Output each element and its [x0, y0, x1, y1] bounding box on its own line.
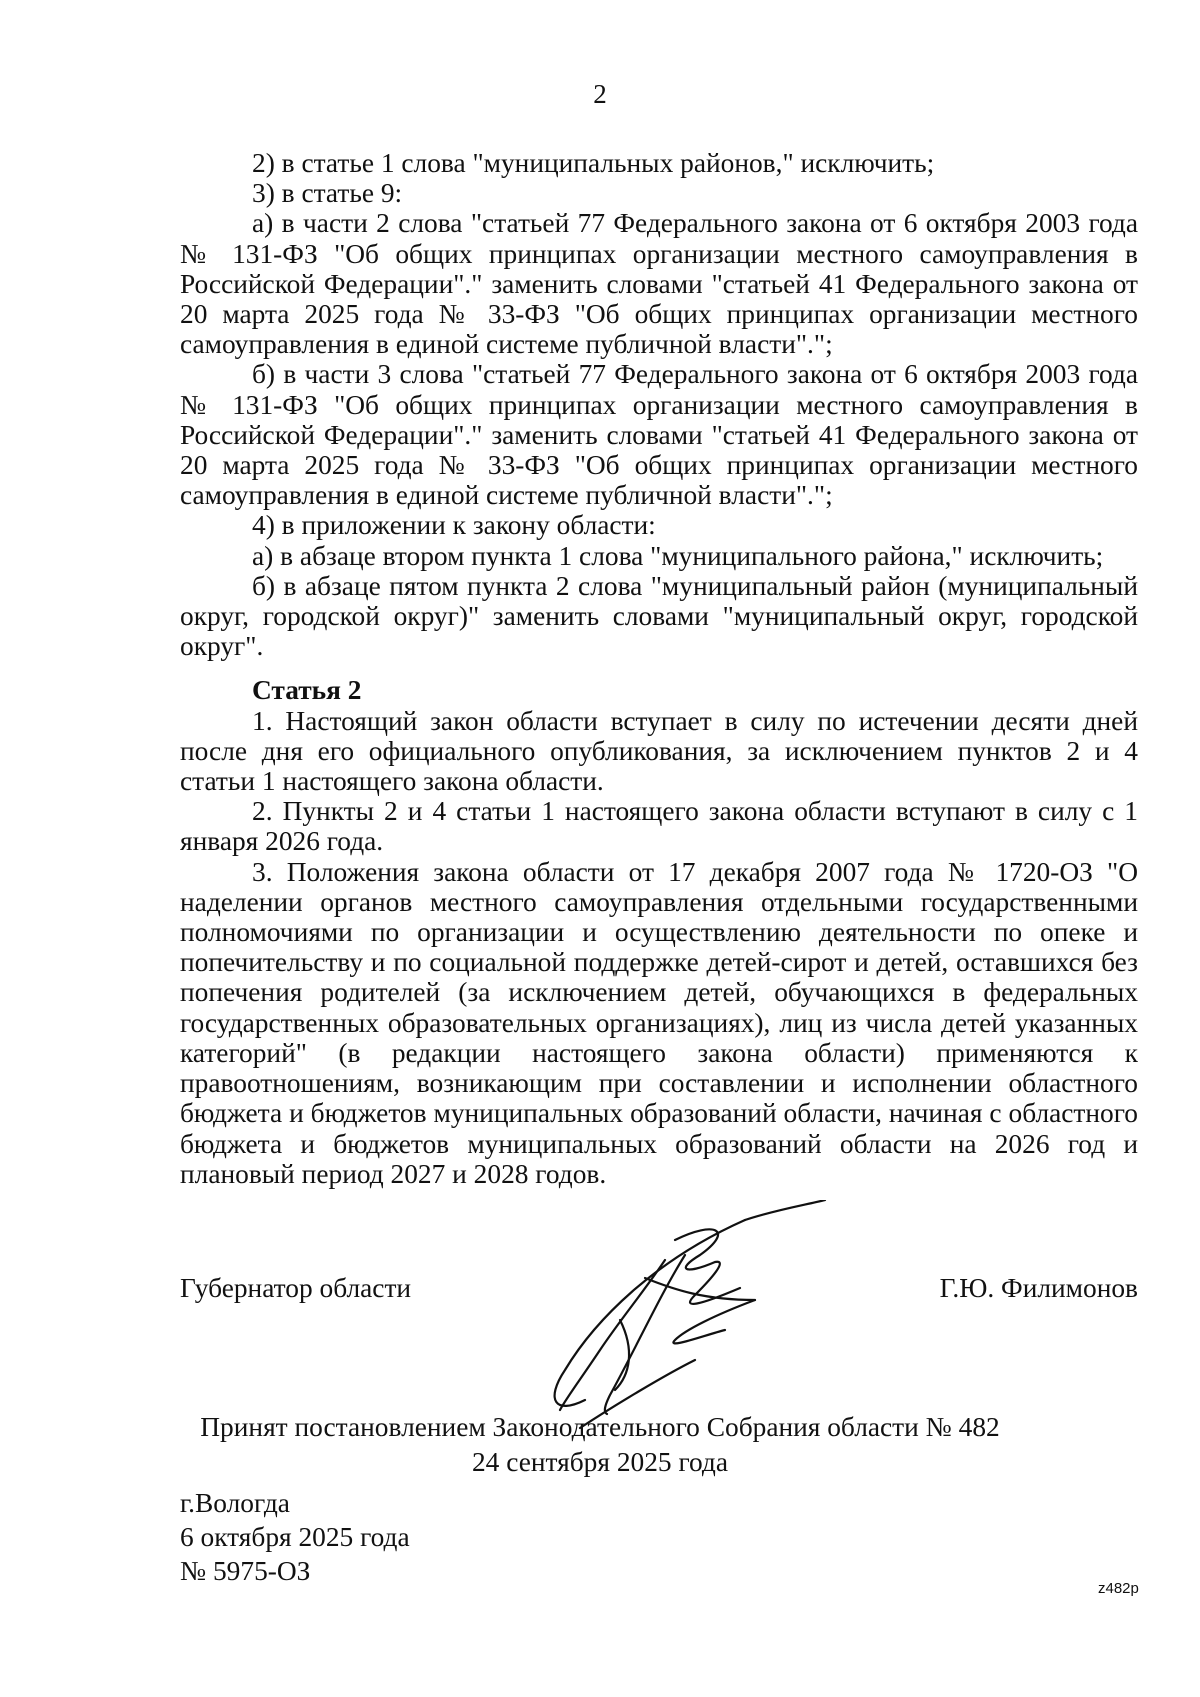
signatory-name: Г.Ю. Филимонов — [939, 1273, 1138, 1303]
handwritten-signature — [525, 1200, 855, 1430]
article-2-item-3: 3. Положения закона области от 17 декабря 2007 года № 1720-ОЗ "О наделении органов местного самоуправления отдельными государственными полномочиями по организации и осуществлению деятельности по опеке и попечительству и по социальной поддержке детей-сирот и детей, оставшихся без попечения родителей (за исключением детей, обучающихся в федеральных государственных образовательных организациях), лиц из числа детей указанных категорий" (в редакции настоящего закона области) применяются к правоотношениям, возникающим при составлении и исполнении областного бюджета и бюджетов муниципальных образований области, начиная с областного бюджета и бюджетов муниципальных образований области на 2026 год и плановый период 2027 и 2028 годов. — [180, 856, 1138, 1189]
paragraph-article1-item3b: б) в части 3 слова "статьей 77 Федерального закона от 6 октября 2003 года № 131-ФЗ "Об общих принципах организации местного самоуправления в Российской Федерации"." заменить словами "статьей 41 Федерального закона от 20 марта 2025 года № 33-ФЗ "Об общих принципах организации местного самоуправления в единой системе публичной власти"."; — [180, 359, 1138, 511]
paragraph-article1-item3a: а) в части 2 слова "статьей 77 Федерального закона от 6 октября 2003 года № 131-ФЗ "Об общих принципах организации местного самоуправления в Российской Федерации"." заменить словами "статьей 41 Федерального закона от 20 марта 2025 года № 33-ФЗ "Об общих принципах организации местного самоуправления в единой системе публичной власти"."; — [180, 208, 1138, 360]
paragraph-article1-item3: 3) в статье 9: — [252, 178, 403, 209]
law-body-text — [180, 148, 1138, 1189]
article-2-item-1: 1. Настоящий закон области вступает в силу по истечении десяти дней после дня его официального опубликования, за исключением пунктов 2 и 4 статьи 1 настоящего закона области. — [180, 705, 1138, 797]
page-number: 2 — [593, 79, 607, 109]
document-code: z482p — [1098, 1580, 1139, 1597]
adoption-resolution: Принят постановлением Законодательного Собрания области № 482 — [200, 1412, 1000, 1442]
law-number: № 5975-ОЗ — [180, 1556, 311, 1586]
adoption-date: 24 сентября 2025 года — [471, 1447, 728, 1477]
signatory-position: Губернатор области — [180, 1273, 412, 1303]
article-2-heading: Статья 2 — [252, 675, 362, 706]
adoption-note — [0, 1410, 1200, 1480]
paragraph-article1-item4b: б) в абзаце пятом пункта 2 слова "муниципальный район (муниципальный округ, городской округ)" заменить словами "муниципальный округ, городской округ". — [180, 570, 1138, 662]
paragraph-article1-item2: 2) в статье 1 слова "муниципальных районов," исключить; — [252, 148, 935, 178]
article-2-item-2: 2. Пункты 2 и 4 статьи 1 настоящего закона области вступают в силу с 1 января 2026 года. — [180, 796, 1138, 857]
law-details — [180, 1486, 410, 1588]
law-city: г.Вологда — [180, 1488, 290, 1518]
paragraph-article1-item4a: а) в абзаце втором пункта 1 слова "муниципального района," исключить; — [252, 540, 1104, 571]
law-date: 6 октября 2025 года — [180, 1522, 410, 1552]
paragraph-article1-item4: 4) в приложении к закону области: — [252, 510, 656, 541]
